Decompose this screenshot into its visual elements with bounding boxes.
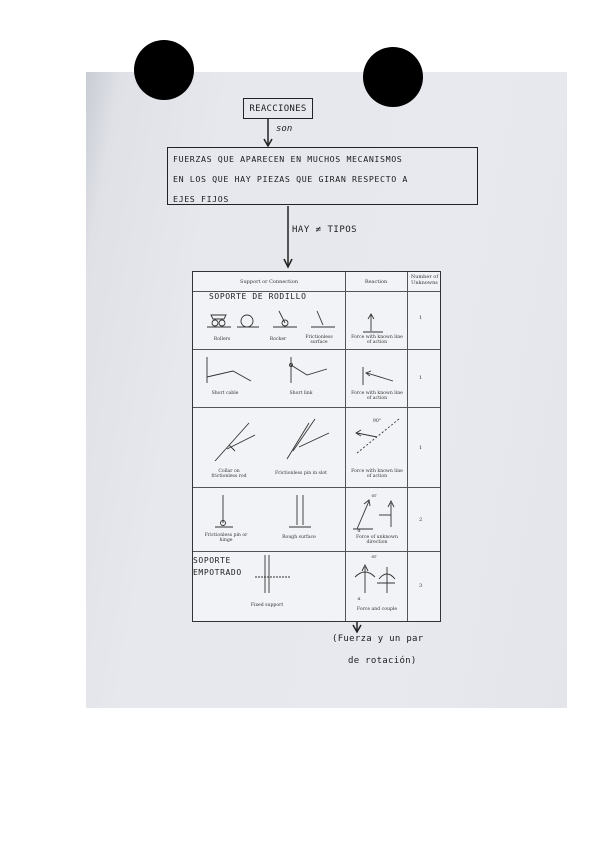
reaction-text: Force of unknown direction	[356, 535, 398, 546]
fixed-support-icon	[245, 555, 305, 595]
definition-line-3: EJES FIJOS	[173, 194, 229, 204]
reaction-text: Force with known line of action	[351, 469, 403, 480]
unknowns-count: 1	[419, 375, 423, 381]
cable-link-icon	[203, 357, 333, 387]
force-unknown-direction-icon	[353, 497, 401, 531]
support-table	[192, 271, 441, 622]
definition-line-1: FUERZAS QUE APARECEN EN MUCHOS MECANISMOS	[173, 154, 403, 164]
table-row	[193, 349, 440, 408]
caption-short-link: Short link	[289, 391, 313, 396]
or-label: or	[371, 555, 377, 560]
header-unknowns: Number of Unknowns	[410, 274, 439, 286]
caption-rough-surface: Rough surface	[282, 535, 316, 540]
bottom-note-line-1: (Fuerza y un par	[332, 634, 424, 644]
definition-box	[167, 147, 478, 205]
reaction-text: Force with known line of action	[351, 335, 403, 346]
caption-frictionless-surface: Frictionless surface	[305, 335, 333, 346]
unknowns-count: 2	[419, 517, 423, 523]
header-reaction: Reaction	[364, 279, 388, 285]
caption-collar: Collar on frictionless rod	[211, 469, 247, 480]
caption-short-cable: Short cable	[211, 391, 239, 396]
hay-tipos-label: HAY ≠ TIPOS	[292, 225, 358, 235]
son-label: son	[276, 124, 293, 134]
angle-label: 90°	[372, 419, 382, 424]
caption-pin-slot: Frictionless pin in slot	[275, 471, 327, 476]
unknowns-count: 1	[419, 445, 423, 451]
force-couple-icon	[351, 557, 401, 597]
bottom-note-line-2: de rotación)	[348, 656, 417, 666]
rollers-rocker-surface-icon	[207, 309, 337, 331]
soporte-note: SOPORTE	[193, 556, 231, 565]
collar-pin-slot-icon	[213, 419, 333, 463]
alpha-label: α	[357, 597, 361, 602]
punch-hole-left	[134, 40, 194, 100]
caption-rollers: Rollers	[213, 337, 231, 342]
caption-pin-hinge: Frictionless pin or hinge	[204, 533, 248, 544]
force-arrow-icon	[363, 367, 403, 387]
soporte-rodillo-note: SOPORTE DE RODILLO	[209, 292, 307, 301]
table-row	[193, 487, 440, 552]
pin-rough-icon	[213, 495, 323, 529]
reaction-text: Force with known line of action	[351, 391, 403, 402]
force-arrow-icon	[363, 313, 393, 333]
table-row	[193, 407, 440, 488]
reacciones-box: REACCIONES	[243, 98, 313, 119]
alpha-label: α	[357, 529, 361, 534]
or-label: or	[371, 494, 377, 499]
empotrado-note: EMPOTRADO	[193, 568, 242, 577]
caption-rocker: Rocker	[269, 337, 287, 342]
reaction-text: Force and couple	[356, 607, 398, 612]
caption-fixed-support: Fixed support	[250, 603, 284, 608]
unknowns-count: 1	[419, 315, 423, 321]
table-header-row	[193, 272, 440, 292]
unknowns-count: 3	[419, 583, 423, 589]
punch-hole-right	[363, 47, 423, 107]
definition-line-2: EN LOS QUE HAY PIEZAS QUE GIRAN RESPECTO A	[173, 174, 408, 184]
header-support: Support or Connection	[240, 279, 298, 285]
